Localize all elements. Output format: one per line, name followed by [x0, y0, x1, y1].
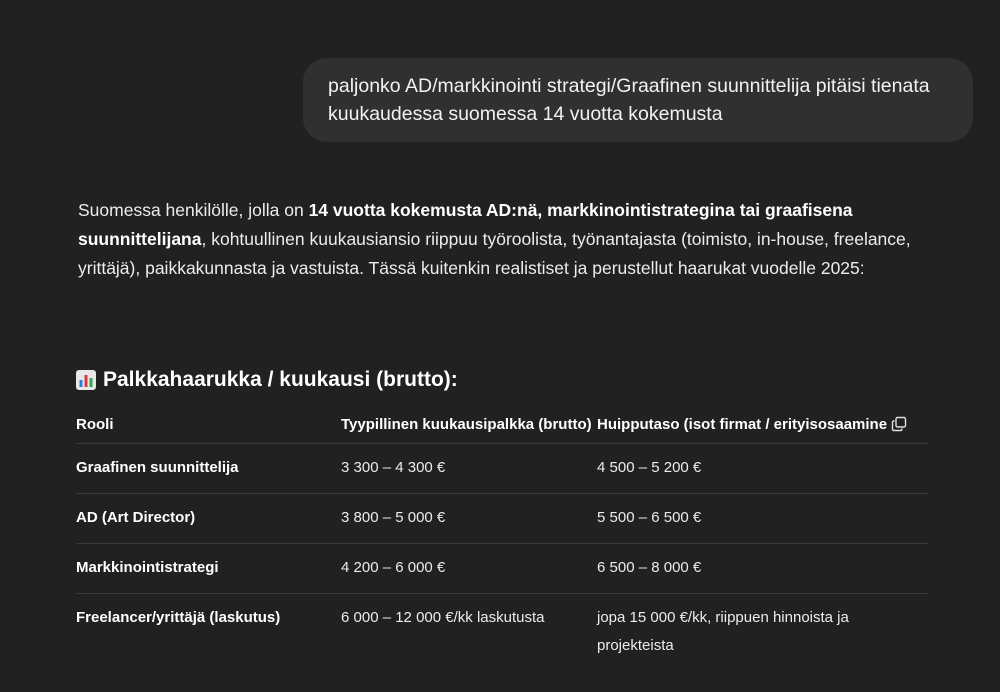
- table-row: [76, 494, 928, 544]
- user-message-bubble: [303, 58, 973, 142]
- typical-salary-cell: 4 200 – 6 000 €: [341, 544, 597, 594]
- role-cell: AD (Art Director): [76, 494, 341, 544]
- answer-text-start: Suomessa henkilölle, jolla on: [78, 200, 309, 220]
- top-salary-cell: 4 500 – 5 200 €: [597, 444, 928, 494]
- assistant-answer-paragraph: [78, 196, 948, 283]
- answer-bold-text: 14 vuotta kokemusta AD:nä, markkinointistrategina tai graafisena suunnittelijana: [78, 200, 853, 249]
- role-cell: Freelancer/yrittäjä (laskutus): [76, 609, 281, 626]
- header-role: Rooli: [76, 410, 341, 444]
- user-message-text: paljonko AD/markkinointi strategi/Graafinen suunnittelija pitäisi tienata kuukaudessa suomessa 14 vuotta kokemusta: [328, 75, 930, 125]
- answer-text-end: , kohtuullinen kuukausiansio riippuu työroolista, työnantajasta (toimisto, in-house, freelance, yrittäjä), paikkakunnasta ja vastuista. Tässä kuitenkin realistiset ja perustellut haarukat vuodelle 2025:: [78, 229, 911, 278]
- top-salary-cell: 6 500 – 8 000 €: [597, 544, 928, 594]
- salary-table: [76, 410, 928, 676]
- role-cell: Graafinen suunnittelija: [76, 444, 341, 494]
- table-row: [76, 544, 928, 594]
- copy-icon[interactable]: [891, 416, 907, 432]
- header-top-level: [597, 410, 928, 444]
- bar-chart-icon: [76, 370, 96, 390]
- typical-salary-cell: 6 000 – 12 000 €/kk laskutusta: [341, 609, 545, 626]
- header-top-level-text: Huipputaso (isot firmat / erityisosaamine: [597, 416, 888, 433]
- role-cell: Markkinointistrategi: [76, 544, 341, 594]
- header-typical-salary: Tyypillinen kuukausipalkka (brutto): [341, 410, 597, 444]
- table-header-row: [76, 410, 928, 444]
- top-salary-cell: jopa 15 000 €/kk, riippuen hinnoista ja projekteista: [597, 609, 849, 654]
- table-row: [76, 444, 928, 494]
- top-salary-cell: 5 500 – 6 500 €: [597, 494, 928, 544]
- heading-text: Palkkahaarukka / kuukausi (brutto):: [103, 368, 458, 391]
- typical-salary-cell: 3 800 – 5 000 €: [341, 494, 597, 544]
- table-row: [76, 594, 928, 677]
- typical-salary-cell: 3 300 – 4 300 €: [341, 444, 597, 494]
- salary-range-heading: [76, 368, 458, 392]
